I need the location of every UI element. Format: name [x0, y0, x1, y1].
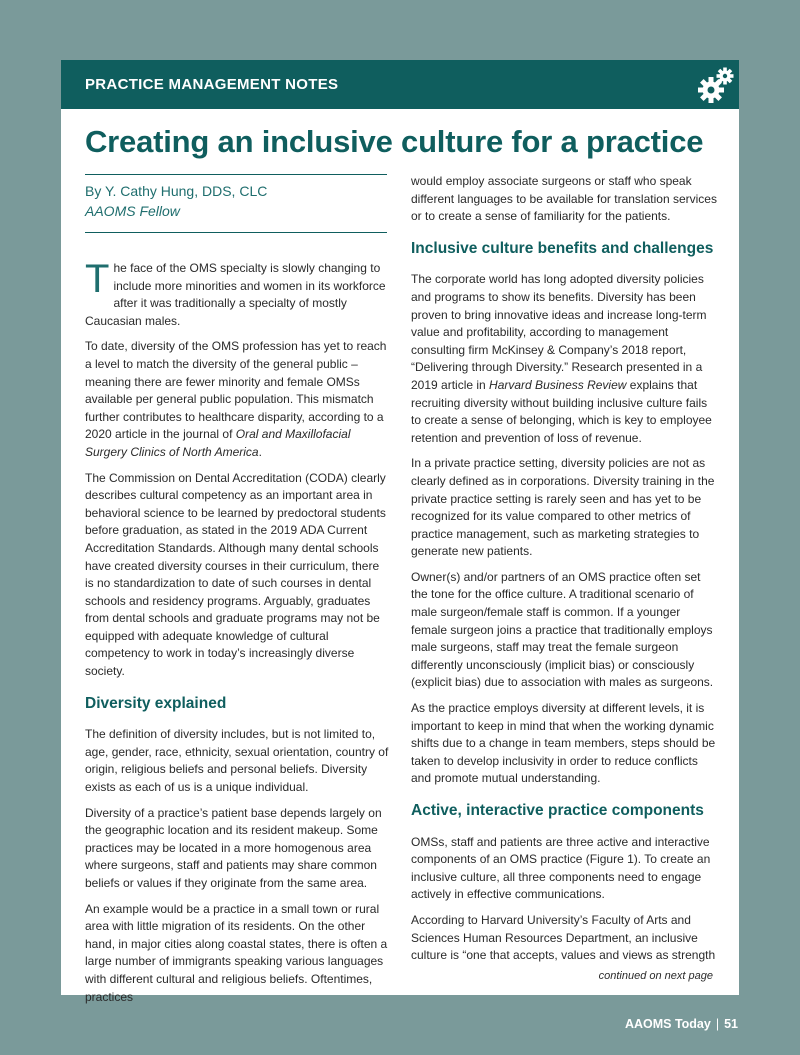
continued-note: continued on next page — [598, 970, 713, 982]
paragraph: OMSs, staff and patients are three active and interactive components of an OMS practice (Figure 1). To create an inclusive culture, all three components need to engage actively in effective communications. — [411, 834, 711, 902]
paragraph: Diversity of a practice’s patient base depends largely on the geographic location and its resident makeup. Some practices may be located in a more homogenous area where surgeons, staff and patients may share common beliefs or values if they originate from the same area. — [85, 805, 382, 890]
page-footer — [625, 1017, 738, 1031]
paragraph: Owner(s) and/or partners of an OMS practice often set the tone for the office culture. A traditional scenario of male surgeon/female staff is common. If a younger female surgeon joins a practice that traditionally employs male surgeons, staff may treat the female surgeon differently unconsciously (implicit bias) or consciously (explicit bias) due to association with males as surgeons. — [411, 569, 714, 690]
paragraph: would employ associate surgeons or staff who speak different languages to be available for translation services or to create a sense of familiarity for the patients. — [411, 174, 717, 224]
footer-separator: | — [715, 1017, 720, 1031]
paragraph: The Commission on Dental Accreditation (CODA) clearly describes cultural competency as an important area in behavioral science to be learned by predoctoral students before graduation, as stated in the 2019 ADA Current Accreditation Standards. Although many dental schools have created diversity courses in their curriculum, there is no standardization to date of such courses in dental schools and residency programs. Arguably, graduates from dental schools and graduate programs may not be equipped with adequate knowledge of cultural competency to work in today’s increasingly diverse society. — [85, 470, 386, 679]
paragraph: The definition of diversity includes, but is not limited to, age, gender, race, ethnicity, sexual orientation, country of origin, religious beliefs and personal beliefs. Diversity exists as each of us is a unique individual. — [85, 727, 389, 795]
paragraph: To date, diversity of the OMS profession has yet to reach a level to match the diversity of the general public – meaning there are fewer minority and female OMSs available per general public population. This mismatch further contributes to healthcare disparity, according to a 2020 article in the journal of Oral and Maxillofacial Surgery Clinics of North America. — [85, 339, 387, 459]
left-column — [85, 257, 389, 1014]
section-heading-benefits: Inclusive culture benefits and challenges — [411, 239, 714, 257]
section-heading-active: Active, interactive practice components — [411, 802, 704, 819]
publication-name: AAOMS Today — [624, 1017, 711, 1031]
article-page — [61, 60, 739, 1004]
section-banner — [61, 60, 739, 109]
journal-name: Oral and Maxillofacial Surgery Clinics of North America — [85, 427, 351, 459]
drop-cap: T — [85, 257, 110, 301]
byline — [85, 174, 387, 233]
author-name: By Y. Cathy Hung, DDS, CLC — [85, 183, 268, 199]
author-title: AAOMS Fellow — [85, 203, 180, 219]
page-number: 51 — [724, 1017, 738, 1031]
right-column — [411, 173, 717, 973]
section-heading-diversity: Diversity explained — [85, 694, 227, 712]
paragraph: According to Harvard University’s Faculty of Arts and Sciences Human Resources Department, an inclusive culture is “one that accepts, values and views as strength — [411, 912, 716, 963]
gears-icon — [691, 60, 739, 109]
paragraph: As the practice employs diversity at different levels, it is important to keep in mind that when the working dynamic shifts due to a change in team members, steps should be taken to develop inclusivity in order to reduce conflicts and promote mutual understanding. — [411, 701, 716, 786]
intro-paragraph: The face of the OMS specialty is slowly changing to include more minorities and women in its workforce after it was traditionally a specialty of mostly Caucasian males. — [85, 257, 386, 328]
paragraph: In a private practice setting, diversity policies are not as clearly defined as in corporations. Diversity training in the private practice setting is rarely seen and has yet to be recognized for its value compared to other metrics of practice management, such as marketing strategies to generate new patients. — [411, 456, 715, 559]
paragraph: An example would be a practice in a small town or rural area with little migration of its residents. On the other hand, in major cities along coastal states, there is often a large number of immigrants speaking various languages with different cultural and religious beliefs. Oftentimes, practices — [85, 901, 388, 1004]
journal-name: Harvard Business Review — [489, 377, 627, 392]
section-title: PRACTICE MANAGEMENT NOTES — [85, 76, 339, 93]
paragraph: The corporate world has long adopted diversity policies and programs to show its benefits. Diversity has been proven to bring innovative ideas and increase long-term value and profitability, according to management consulting firm McKinsey & Company’s 2018 report, “Delivering through Diversity.” Research presented in a 2019 article in Harvard Business Review explains that recruiting diversity without building inclusive culture fails to create a sense of belonging, which is key to employee retention and prevention of loss of revenue. — [411, 272, 712, 445]
article-title: Creating an inclusive culture for a practice — [85, 124, 704, 159]
